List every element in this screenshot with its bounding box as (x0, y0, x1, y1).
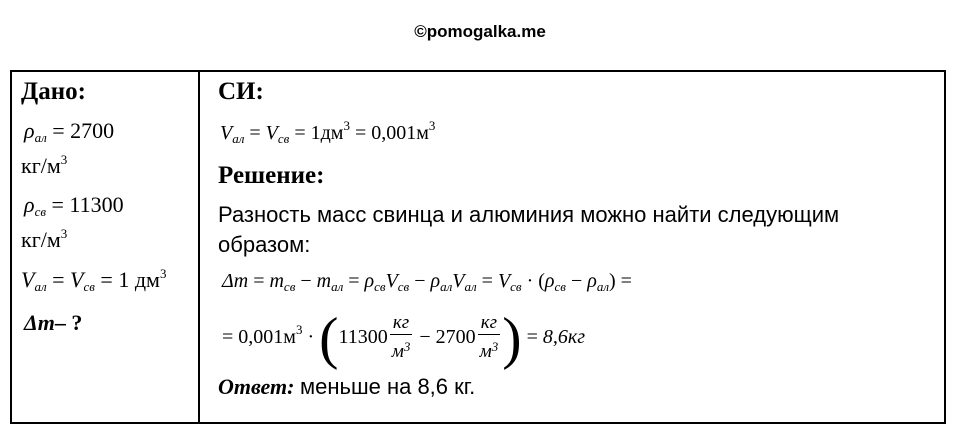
given-column (12, 72, 198, 422)
formula-line-2: = $0,001м^3 \cdot (11300$ $\frac{кг}{м^3}$ − 2700 $\frac{кг}{м^3}$ ) = 8,6кг (222, 305, 586, 371)
watermark: ©pomogalka.me (414, 22, 546, 41)
given-unit-2: $кг/м^3$ (21, 226, 68, 252)
solution-column (200, 72, 944, 422)
rho-al-value: 2700 (70, 118, 115, 143)
solution-header: Решение: (218, 162, 325, 189)
solution-text-2: образом: (218, 232, 311, 257)
answer-label: Ответ: (218, 374, 295, 399)
given-find: Δm– ? (24, 310, 83, 335)
si-line: $V_{ал} = V_{св} = 1дм^3 = 0,001м^3$ (220, 118, 436, 146)
problem-table (10, 70, 946, 424)
formula-line-1: $\Delta m = m_{св} - m_{ал} = \rho_{св}V_{св} - \rho_{ал}V_{ал} = V_{св} \cdot (\rho_{св} - \rho_{ал})$ = (222, 270, 632, 294)
given-volume: $V_{ал} = V_{св} = 1$ $дм^3$ (21, 266, 167, 294)
rho-sv-value: 11300 (69, 192, 124, 217)
given-rho-sv: $\rho_{св} = 11300$ (24, 192, 124, 219)
volume-value: 1 (118, 267, 130, 292)
given-header: Дано: (21, 78, 86, 105)
given-unit-1: $кг/м^3$ (21, 152, 68, 178)
given-rho-al: $\rho_{ал} = 2700$ (24, 118, 115, 145)
answer-text: меньше на 8,6 кг. (299, 374, 476, 399)
solution-text-1: Разность масс свинца и алюминия можно найти следующим (218, 202, 840, 227)
si-header: СИ: (218, 78, 264, 105)
answer-line (218, 374, 475, 400)
